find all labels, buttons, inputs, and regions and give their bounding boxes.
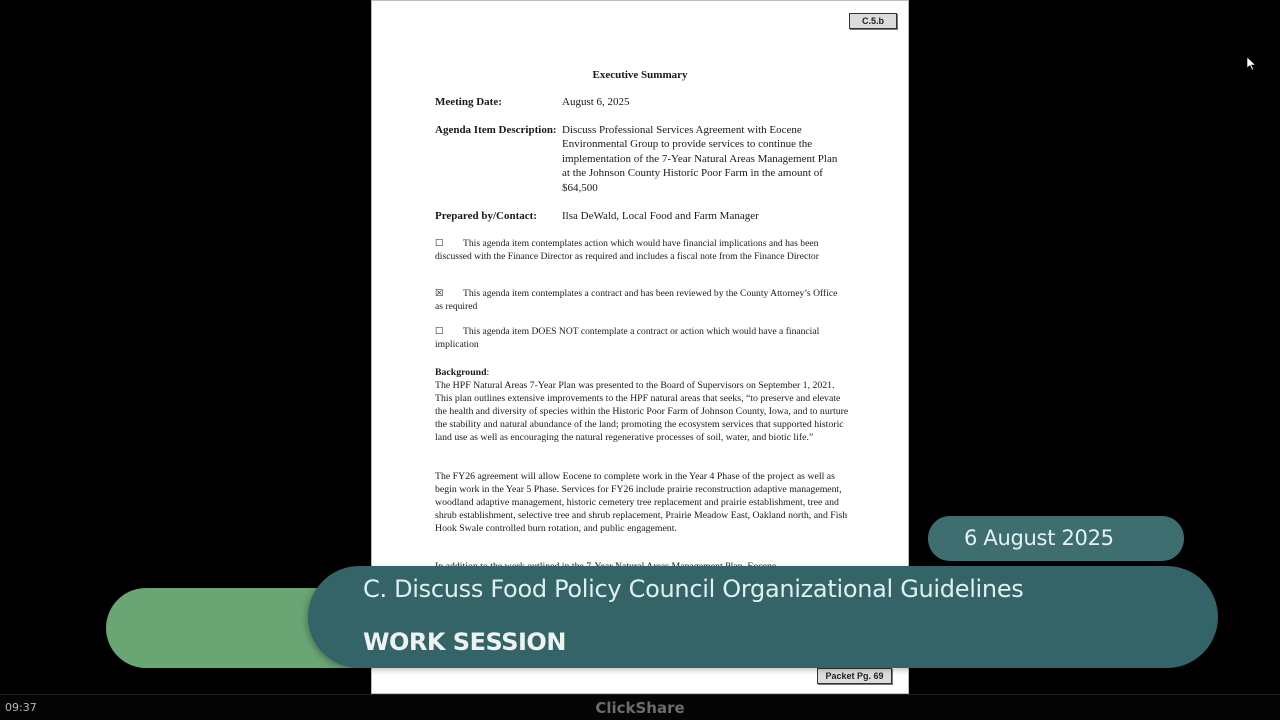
background-paragraph-1: The HPF Natural Areas 7-Year Plan was presented to the Board of Supervisors on September 1, 2021. This plan outlines extensive improvements to the HPF natural areas that seeks, “to preserve and elevate the health and diversity of species within the Historic Poor Farm of Johnson County, Iowa, and to nurture the stability and natural abundance of the land; promoting the ecosystem services that supported historic land use as well as encouraging the natural regenerative processes of soil, water, and biotic life.” [435,380,849,443]
meeting-date-row [435,95,842,109]
checkbox-contract-reviewed [435,288,847,314]
unchecked-box-icon: ☐ [435,326,444,337]
lower-third-banner [308,566,1218,668]
mouse-cursor-icon [1247,57,1257,71]
meeting-date-label: Meeting Date: [435,96,502,108]
session-type-label: WORK SESSION [363,628,566,656]
clickshare-logo: ClickShare [595,699,685,717]
agenda-item-row [435,123,842,195]
clock: 09:37 [5,701,37,714]
agenda-item-label: Agenda Item Description: [435,124,557,136]
status-bar [0,694,1280,720]
background-heading: Background [435,367,487,378]
prepared-by-value: Ilsa DeWald, Local Food and Farm Manager [562,210,759,222]
checkbox-text: This agenda item contemplates a contract and has been reviewed by the County Attorney’s Office as required [435,288,838,312]
checkbox-financial-implications [435,238,847,264]
prepared-by-row [435,209,862,223]
packet-page-tag: Packet Pg. 69 [817,668,892,684]
document-section-tag: C.5.b [849,13,897,29]
prepared-by-label: Prepared by/Contact: [435,210,537,222]
unchecked-box-icon: ☐ [435,238,444,249]
meeting-date-value: August 6, 2025 [562,96,630,108]
background-paragraph-2: The FY26 agreement will allow Eocene to complete work in the Year 4 Phase of the project as well as begin work in the Year 5 Phase. Services for FY26 include prairie reconstruction adaptive management, woodland adaptive management, historic cemetery tree replacement and prairie establishment, tree and shrub establishment, selective tree and shrub replacement, Prairie Meadow East, Oakland north, and Fish Hook Swale controlled burn rotation, and public engagement. [435,471,848,534]
agenda-item-value: Discuss Professional Services Agreement with Eocene Environmental Group to provide services to continue the implementation of the 7-Year Natural Areas Management Plan at the Johnson County Historic Poor Farm in the amount of $64,500 [562,124,838,194]
checkbox-text: This agenda item DOES NOT contemplate a contract or action which would have a financial implication [435,326,820,350]
meeting-date-badge: 6 August 2025 [928,516,1184,561]
checked-box-icon: ☒ [435,288,444,299]
checkbox-no-contract [435,326,847,352]
background-section: Background: The HPF Natural Areas 7-Year Plan was presented to the Board of Supervisors on September 1, 2021. This plan outlines extensive improvements to the HPF natural areas that seeks, “to preserve and elevate the health and diversity of species within the Historic Poor Farm of Johnson County, Iowa, and to nurture the stability and natural abundance of the land; promoting the ecosystem services that supported historic land use as well as encouraging the natural regenerative processes of soil, water, and biotic life.” [435,367,849,443]
checkbox-text: This agenda item contemplates action which would have financial implications and has been discussed with the Finance Director as required and includes a fiscal note from the Finance Director [435,238,819,262]
document-title: Executive Summary [592,69,688,81]
agenda-item-title: C. Discuss Food Policy Council Organizational Guidelines [363,575,1024,603]
